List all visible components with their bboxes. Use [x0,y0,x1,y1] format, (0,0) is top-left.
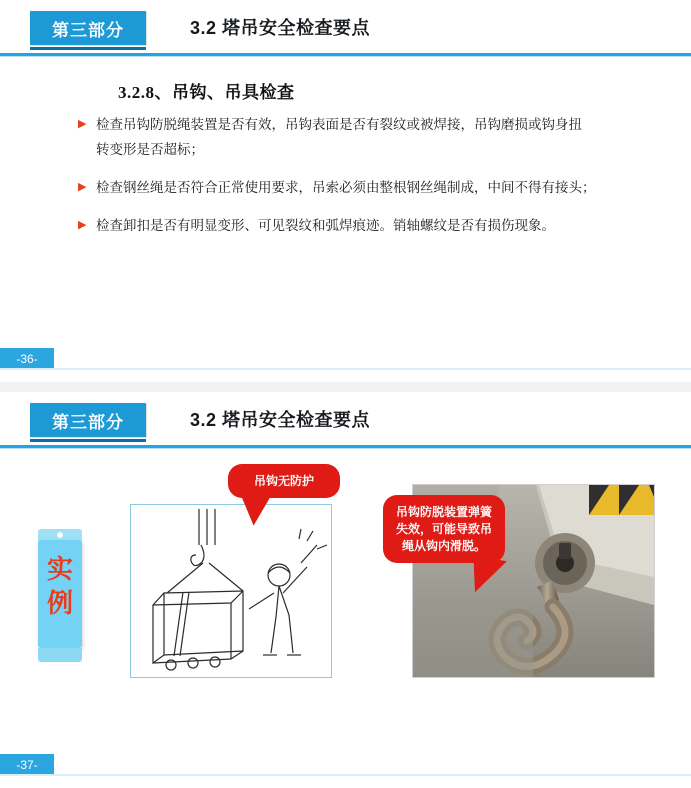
page-title: 3.2 塔吊安全检查要点 [190,410,371,430]
slide-2-footer [0,754,691,776]
callout-hook-unprotected [228,464,340,498]
list-item-text: 检查吊钩防脱绳装置是否有效，吊钩表面是否有裂纹或被焊接，吊钩磨损或钩身扭 [96,117,582,132]
bullet-marker-icon: ▶ [78,181,87,193]
slide-1-header [0,0,691,56]
list-item [78,112,658,162]
slide-1 [0,0,691,382]
header-divider-thin [0,448,691,449]
slide-separator [0,382,691,392]
page-number-arrow-icon [42,348,52,370]
example-badge-char-2: 例 [46,588,73,618]
section-tab-underline [30,47,146,50]
bullet-list [78,112,658,251]
list-item [78,213,658,238]
callout-2-text: 吊钩防脱装置弹簧失效，可能导致吊绳从钩内滑脱。 [395,504,492,553]
footer-divider [0,368,691,370]
example-badge-label [38,552,82,620]
list-item-text: 检查钢丝绳是否符合正常使用要求，吊索必须由整根钢丝绳制成，中间不得有接头； [96,180,596,195]
callout-spring-failure [383,495,505,563]
section-tab: 第三部分 [30,11,146,45]
illustration-svg [131,505,329,675]
callout-1-pointer [242,493,276,526]
section-tab-underline [30,439,146,442]
example-badge-bottom [38,648,82,662]
bullet-marker-icon: ▶ [78,118,87,130]
callout-1-text: 吊钩无防护 [253,473,314,488]
illustration-lifting-drawing [130,504,332,678]
slide-2 [0,392,691,788]
page-number: -36- [0,348,54,370]
page-number-arrow-icon [42,754,52,776]
section-tab: 第三部分 [30,403,146,437]
list-item-text: 检查卸扣是否有明显变形、可见裂纹和弧焊痕迹。销轴螺纹是否有损伤现象。 [96,218,555,233]
list-item [78,175,658,200]
section-subtitle: 3.2.8、吊钩、吊具检查 [118,83,295,102]
example-badge-hole-icon [57,532,63,538]
slide-2-header [0,392,691,448]
header-divider-thin [0,56,691,57]
page-number: -37- [0,754,54,776]
bullet-marker-icon: ▶ [78,219,87,231]
example-badge-char-1: 实 [46,554,73,584]
slide-1-footer [0,348,691,370]
page-title: 3.2 塔吊安全检查要点 [190,18,371,38]
footer-divider [0,774,691,776]
list-item-text-continued: 转变形是否超标； [96,142,204,157]
